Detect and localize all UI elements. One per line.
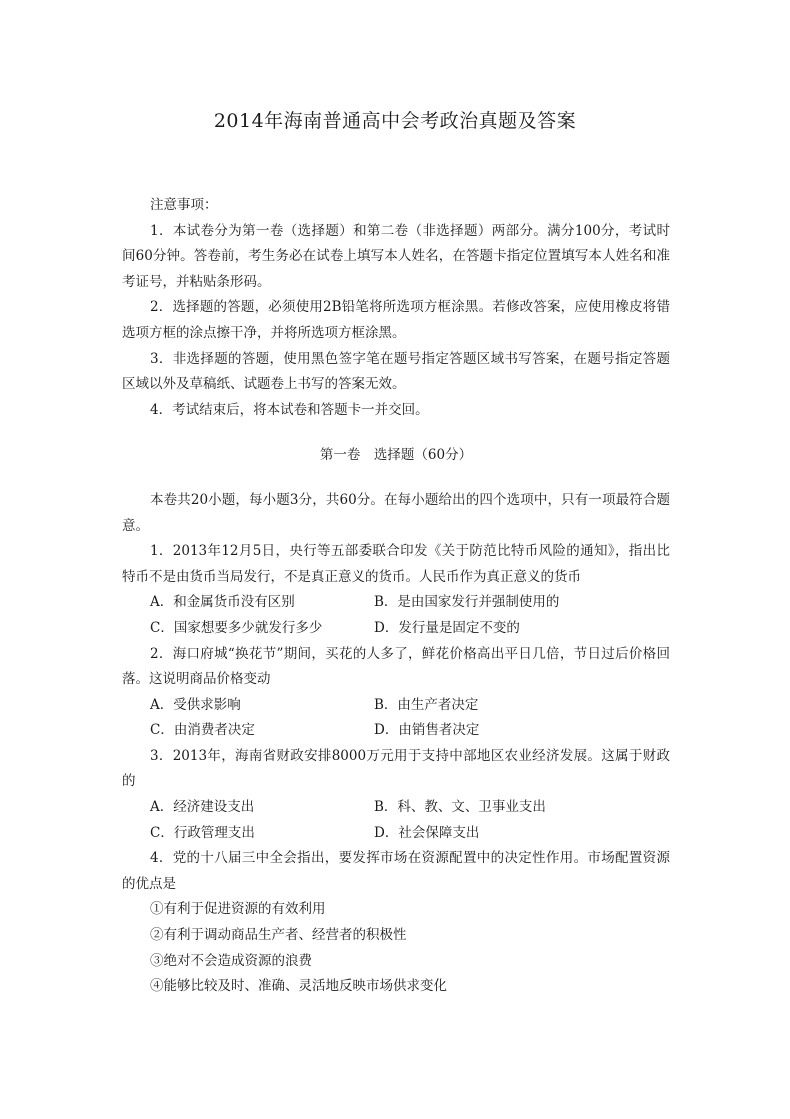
question-2-option-c: C．由消费者决定 [150,722,255,739]
question-3-options-row-2 [122,821,670,847]
question-1-options-row-2 [122,616,670,642]
question-4-item-1: ①有利于促进资源的有效利用 [150,901,326,918]
notice-item-1: 1．本试卷分为第一卷（选择题）和第二卷（非选择题）两部分。满分100分，考试时间60分钟。答卷前，考生务必在试卷上填写本人姓名，在答题卡指定位置填写本人姓名和准考证号，并粘贴条形码。 [122,222,670,290]
question-1-option-a: A．和金属货币没有区别 [150,594,295,611]
question-2-option-d: D．由销售者决定 [374,722,480,739]
question-1-option-b: B．是由国家发行并强制使用的 [374,594,560,611]
notice-item-3: 3．非选择题的答题，使用黑色签字笔在题号指定答题区域书写答案，在题号指定答题区域以外及草稿纸、试题卷上书写的答案无效。 [122,350,670,393]
section-title: 第一卷 选择题（60分） [319,447,473,464]
document-body [122,193,670,1000]
question-2-option-b: B．由生产者决定 [374,696,479,713]
question-4-stem: 4．党的十八届三中全会指出，要发挥市场在资源配置中的决定性作用。市场配置资源的优点是 [122,850,670,892]
question-3-option-c: C．行政管理支出 [150,824,255,841]
question-1-option-c: C．国家想要多少就发行多少 [150,619,323,636]
question-1-stem: 1．2013年12月5日，央行等五部委联合印发《关于防范比特币风险的通知》，指出比特币不是由货币当局发行，不是真正意义的货币。人民币作为真正意义的货币 [122,543,670,585]
question-4-item-3: ③绝对不会造成资源的浪费 [150,952,312,969]
question-3-option-a: A．经济建设支出 [150,799,255,816]
question-1-options-row-1 [122,590,670,616]
question-3-option-d: D．社会保障支出 [374,824,480,841]
question-4-item-2: ②有利于调动商品生产者、经营者的积极性 [150,927,407,944]
notice-item-2: 2．选择题的答题，必须使用2B铅笔将所选项方框涂黑。若修改答案，应使用橡皮将错选项方框的涂点擦干净，并将所选项方框涂黑。 [122,299,670,341]
notice-item-4: 4．考试结束后，将本试卷和答题卡一并交回。 [150,401,429,418]
question-2-options-row-1 [122,693,670,719]
question-1-option-d: D．发行量是固定不变的 [374,619,520,636]
question-2-option-a: A．受供求影响 [150,696,241,713]
question-4-item-4: ④能够比较及时、准确、灵活地反映市场供求变化 [150,978,447,995]
question-3-options-row-1 [122,795,670,821]
question-3-option-b: B．科、教、文、卫事业支出 [374,799,546,816]
section-intro: 本卷共20小题，每小题3分，共60分。在每小题给出的四个选项中，只有一项最符合题意。 [122,491,670,534]
question-2-options-row-2 [122,718,670,744]
document-title: 2014年海南普通高中会考政治真题及答案 [213,110,577,132]
question-2-stem: 2．海口府城“换花节”期间，买花的人多了，鲜花价格高出平日几倍，节日过后价格回落。这说明商品价格变动 [122,645,670,688]
notice-heading: 注意事项： [150,197,218,213]
question-3-stem: 3．2013年，海南省财政安排8000万元用于支持中部地区农业经济发展。这属于财政的 [122,747,670,790]
